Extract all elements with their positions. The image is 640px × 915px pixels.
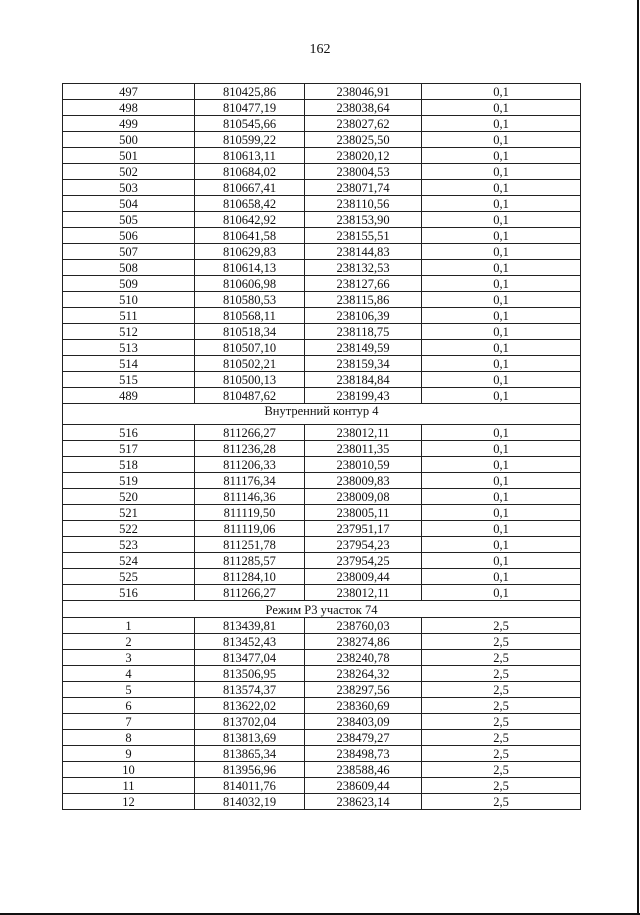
accuracy-cell: 0,1 [422, 308, 581, 324]
x-coordinate-cell: 810425,86 [195, 84, 305, 100]
y-coordinate-cell: 238110,56 [305, 196, 422, 212]
point-number-cell: 11 [63, 778, 195, 794]
accuracy-cell: 0,1 [422, 276, 581, 292]
y-coordinate-cell: 238046,91 [305, 84, 422, 100]
table-row [63, 372, 581, 388]
accuracy-cell: 0,1 [422, 372, 581, 388]
y-coordinate-cell: 238010,59 [305, 457, 422, 473]
page-number: 162 [309, 42, 331, 57]
coordinates-table [62, 83, 581, 810]
point-number-cell: 507 [63, 244, 195, 260]
y-coordinate-cell: 238118,75 [305, 324, 422, 340]
y-coordinate-cell: 238009,08 [305, 489, 422, 505]
point-number-cell: 4 [63, 666, 195, 682]
y-coordinate-cell: 238020,12 [305, 148, 422, 164]
accuracy-cell: 0,1 [422, 569, 581, 585]
y-coordinate-cell: 238027,62 [305, 116, 422, 132]
point-number-cell: 8 [63, 730, 195, 746]
accuracy-cell: 0,1 [422, 196, 581, 212]
section-header-row [63, 601, 581, 618]
y-coordinate-cell: 238264,32 [305, 666, 422, 682]
point-number-cell: 517 [63, 441, 195, 457]
table-row [63, 116, 581, 132]
point-number-cell: 506 [63, 228, 195, 244]
table-row [63, 180, 581, 196]
y-coordinate-cell: 237954,25 [305, 553, 422, 569]
y-coordinate-cell: 238012,11 [305, 585, 422, 601]
table-row [63, 666, 581, 682]
x-coordinate-cell: 810507,10 [195, 340, 305, 356]
point-number-cell: 512 [63, 324, 195, 340]
x-coordinate-cell: 811251,78 [195, 537, 305, 553]
table-row [63, 794, 581, 810]
y-coordinate-cell: 237951,17 [305, 521, 422, 537]
x-coordinate-cell: 813622,02 [195, 698, 305, 714]
table-row [63, 634, 581, 650]
table-row [63, 260, 581, 276]
point-number-cell: 520 [63, 489, 195, 505]
accuracy-cell: 0,1 [422, 388, 581, 404]
table-row [63, 164, 581, 180]
accuracy-cell: 0,1 [422, 457, 581, 473]
table-row [63, 84, 581, 100]
y-coordinate-cell: 238144,83 [305, 244, 422, 260]
point-number-cell: 511 [63, 308, 195, 324]
x-coordinate-cell: 811119,50 [195, 505, 305, 521]
y-coordinate-cell: 238005,11 [305, 505, 422, 521]
table-row [63, 505, 581, 521]
y-coordinate-cell: 238360,69 [305, 698, 422, 714]
x-coordinate-cell: 811206,33 [195, 457, 305, 473]
accuracy-cell: 2,5 [422, 730, 581, 746]
x-coordinate-cell: 811146,36 [195, 489, 305, 505]
point-number-cell: 489 [63, 388, 195, 404]
accuracy-cell: 0,1 [422, 292, 581, 308]
x-coordinate-cell: 811266,27 [195, 425, 305, 441]
point-number-cell: 502 [63, 164, 195, 180]
accuracy-cell: 0,1 [422, 100, 581, 116]
x-coordinate-cell: 813956,96 [195, 762, 305, 778]
y-coordinate-cell: 238297,56 [305, 682, 422, 698]
table-row [63, 778, 581, 794]
point-number-cell: 518 [63, 457, 195, 473]
section-header-row [63, 404, 581, 425]
accuracy-cell: 0,1 [422, 84, 581, 100]
accuracy-cell: 0,1 [422, 537, 581, 553]
table-row [63, 585, 581, 601]
table-row [63, 244, 581, 260]
x-coordinate-cell: 813702,04 [195, 714, 305, 730]
y-coordinate-cell: 238760,03 [305, 618, 422, 634]
table-row [63, 324, 581, 340]
x-coordinate-cell: 810614,13 [195, 260, 305, 276]
point-number-cell: 521 [63, 505, 195, 521]
x-coordinate-cell: 810502,21 [195, 356, 305, 372]
table-row [63, 292, 581, 308]
point-number-cell: 505 [63, 212, 195, 228]
table-row [63, 388, 581, 404]
table-row [63, 569, 581, 585]
table-row [63, 650, 581, 666]
table-row [63, 340, 581, 356]
point-number-cell: 504 [63, 196, 195, 212]
table-row [63, 553, 581, 569]
accuracy-cell: 0,1 [422, 441, 581, 457]
point-number-cell: 510 [63, 292, 195, 308]
accuracy-cell: 0,1 [422, 324, 581, 340]
point-number-cell: 498 [63, 100, 195, 116]
point-number-cell: 6 [63, 698, 195, 714]
y-coordinate-cell: 238498,73 [305, 746, 422, 762]
accuracy-cell: 2,5 [422, 762, 581, 778]
point-number-cell: 501 [63, 148, 195, 164]
point-number-cell: 10 [63, 762, 195, 778]
section-title: Режим Р3 участок 74 [63, 601, 581, 618]
accuracy-cell: 0,1 [422, 425, 581, 441]
y-coordinate-cell: 238025,50 [305, 132, 422, 148]
table-row [63, 441, 581, 457]
x-coordinate-cell: 813574,37 [195, 682, 305, 698]
y-coordinate-cell: 238199,43 [305, 388, 422, 404]
x-coordinate-cell: 814011,76 [195, 778, 305, 794]
point-number-cell: 522 [63, 521, 195, 537]
x-coordinate-cell: 813813,69 [195, 730, 305, 746]
accuracy-cell: 0,1 [422, 489, 581, 505]
x-coordinate-cell: 810667,41 [195, 180, 305, 196]
point-number-cell: 508 [63, 260, 195, 276]
scan-edge-right [637, 0, 639, 915]
y-coordinate-cell: 238159,34 [305, 356, 422, 372]
point-number-cell: 514 [63, 356, 195, 372]
point-number-cell: 9 [63, 746, 195, 762]
x-coordinate-cell: 810487,62 [195, 388, 305, 404]
y-coordinate-cell: 238012,11 [305, 425, 422, 441]
point-number-cell: 503 [63, 180, 195, 196]
y-coordinate-cell: 238274,86 [305, 634, 422, 650]
accuracy-cell: 2,5 [422, 794, 581, 810]
point-number-cell: 2 [63, 634, 195, 650]
table-row [63, 276, 581, 292]
point-number-cell: 5 [63, 682, 195, 698]
x-coordinate-cell: 810606,98 [195, 276, 305, 292]
point-number-cell: 3 [63, 650, 195, 666]
y-coordinate-cell: 238153,90 [305, 212, 422, 228]
point-number-cell: 509 [63, 276, 195, 292]
table-row [63, 212, 581, 228]
y-coordinate-cell: 238071,74 [305, 180, 422, 196]
x-coordinate-cell: 811285,57 [195, 553, 305, 569]
y-coordinate-cell: 238403,09 [305, 714, 422, 730]
y-coordinate-cell: 238106,39 [305, 308, 422, 324]
accuracy-cell: 0,1 [422, 116, 581, 132]
x-coordinate-cell: 813506,95 [195, 666, 305, 682]
x-coordinate-cell: 814032,19 [195, 794, 305, 810]
point-number-cell: 524 [63, 553, 195, 569]
accuracy-cell: 0,1 [422, 148, 581, 164]
point-number-cell: 500 [63, 132, 195, 148]
y-coordinate-cell: 238155,51 [305, 228, 422, 244]
x-coordinate-cell: 813439,81 [195, 618, 305, 634]
accuracy-cell: 2,5 [422, 714, 581, 730]
point-number-cell: 516 [63, 585, 195, 601]
accuracy-cell: 0,1 [422, 585, 581, 601]
y-coordinate-cell: 238149,59 [305, 340, 422, 356]
y-coordinate-cell: 238132,53 [305, 260, 422, 276]
accuracy-cell: 2,5 [422, 634, 581, 650]
accuracy-cell: 0,1 [422, 521, 581, 537]
accuracy-cell: 2,5 [422, 666, 581, 682]
table-row [63, 730, 581, 746]
x-coordinate-cell: 810477,19 [195, 100, 305, 116]
point-number-cell: 525 [63, 569, 195, 585]
x-coordinate-cell: 813865,34 [195, 746, 305, 762]
table-row [63, 618, 581, 634]
accuracy-cell: 0,1 [422, 505, 581, 521]
accuracy-cell: 0,1 [422, 212, 581, 228]
accuracy-cell: 2,5 [422, 778, 581, 794]
table-row [63, 473, 581, 489]
accuracy-cell: 0,1 [422, 164, 581, 180]
x-coordinate-cell: 810545,66 [195, 116, 305, 132]
accuracy-cell: 0,1 [422, 180, 581, 196]
y-coordinate-cell: 238038,64 [305, 100, 422, 116]
table-row [63, 537, 581, 553]
y-coordinate-cell: 238127,66 [305, 276, 422, 292]
x-coordinate-cell: 811284,10 [195, 569, 305, 585]
table-row [63, 746, 581, 762]
accuracy-cell: 2,5 [422, 698, 581, 714]
section-title: Внутренний контур 4 [63, 404, 581, 425]
coordinates-table-body [63, 84, 581, 810]
x-coordinate-cell: 810629,83 [195, 244, 305, 260]
table-row [63, 682, 581, 698]
table-row [63, 148, 581, 164]
accuracy-cell: 0,1 [422, 228, 581, 244]
point-number-cell: 499 [63, 116, 195, 132]
x-coordinate-cell: 813452,43 [195, 634, 305, 650]
x-coordinate-cell: 813477,04 [195, 650, 305, 666]
y-coordinate-cell: 238009,83 [305, 473, 422, 489]
accuracy-cell: 0,1 [422, 553, 581, 569]
table-row [63, 521, 581, 537]
y-coordinate-cell: 238588,46 [305, 762, 422, 778]
y-coordinate-cell: 238009,44 [305, 569, 422, 585]
x-coordinate-cell: 810641,58 [195, 228, 305, 244]
table-row [63, 356, 581, 372]
x-coordinate-cell: 810568,11 [195, 308, 305, 324]
accuracy-cell: 0,1 [422, 244, 581, 260]
accuracy-cell: 2,5 [422, 618, 581, 634]
accuracy-cell: 2,5 [422, 650, 581, 666]
point-number-cell: 523 [63, 537, 195, 553]
table-row [63, 196, 581, 212]
y-coordinate-cell: 238623,14 [305, 794, 422, 810]
y-coordinate-cell: 238115,86 [305, 292, 422, 308]
x-coordinate-cell: 811176,34 [195, 473, 305, 489]
y-coordinate-cell: 238011,35 [305, 441, 422, 457]
x-coordinate-cell: 810613,11 [195, 148, 305, 164]
y-coordinate-cell: 238184,84 [305, 372, 422, 388]
x-coordinate-cell: 811236,28 [195, 441, 305, 457]
accuracy-cell: 0,1 [422, 260, 581, 276]
table-row [63, 100, 581, 116]
x-coordinate-cell: 811266,27 [195, 585, 305, 601]
point-number-cell: 1 [63, 618, 195, 634]
accuracy-cell: 0,1 [422, 132, 581, 148]
y-coordinate-cell: 238609,44 [305, 778, 422, 794]
x-coordinate-cell: 810500,13 [195, 372, 305, 388]
point-number-cell: 516 [63, 425, 195, 441]
table-row [63, 457, 581, 473]
x-coordinate-cell: 810658,42 [195, 196, 305, 212]
y-coordinate-cell: 237954,23 [305, 537, 422, 553]
accuracy-cell: 0,1 [422, 473, 581, 489]
y-coordinate-cell: 238240,78 [305, 650, 422, 666]
x-coordinate-cell: 811119,06 [195, 521, 305, 537]
x-coordinate-cell: 810684,02 [195, 164, 305, 180]
point-number-cell: 515 [63, 372, 195, 388]
table-row [63, 762, 581, 778]
table-row [63, 308, 581, 324]
table-row [63, 228, 581, 244]
table-row [63, 714, 581, 730]
table-row [63, 698, 581, 714]
y-coordinate-cell: 238004,53 [305, 164, 422, 180]
y-coordinate-cell: 238479,27 [305, 730, 422, 746]
table-row [63, 132, 581, 148]
point-number-cell: 7 [63, 714, 195, 730]
accuracy-cell: 2,5 [422, 746, 581, 762]
accuracy-cell: 0,1 [422, 356, 581, 372]
x-coordinate-cell: 810580,53 [195, 292, 305, 308]
x-coordinate-cell: 810599,22 [195, 132, 305, 148]
accuracy-cell: 0,1 [422, 340, 581, 356]
table-row [63, 425, 581, 441]
point-number-cell: 12 [63, 794, 195, 810]
point-number-cell: 519 [63, 473, 195, 489]
point-number-cell: 513 [63, 340, 195, 356]
accuracy-cell: 2,5 [422, 682, 581, 698]
x-coordinate-cell: 810642,92 [195, 212, 305, 228]
point-number-cell: 497 [63, 84, 195, 100]
table-row [63, 489, 581, 505]
x-coordinate-cell: 810518,34 [195, 324, 305, 340]
